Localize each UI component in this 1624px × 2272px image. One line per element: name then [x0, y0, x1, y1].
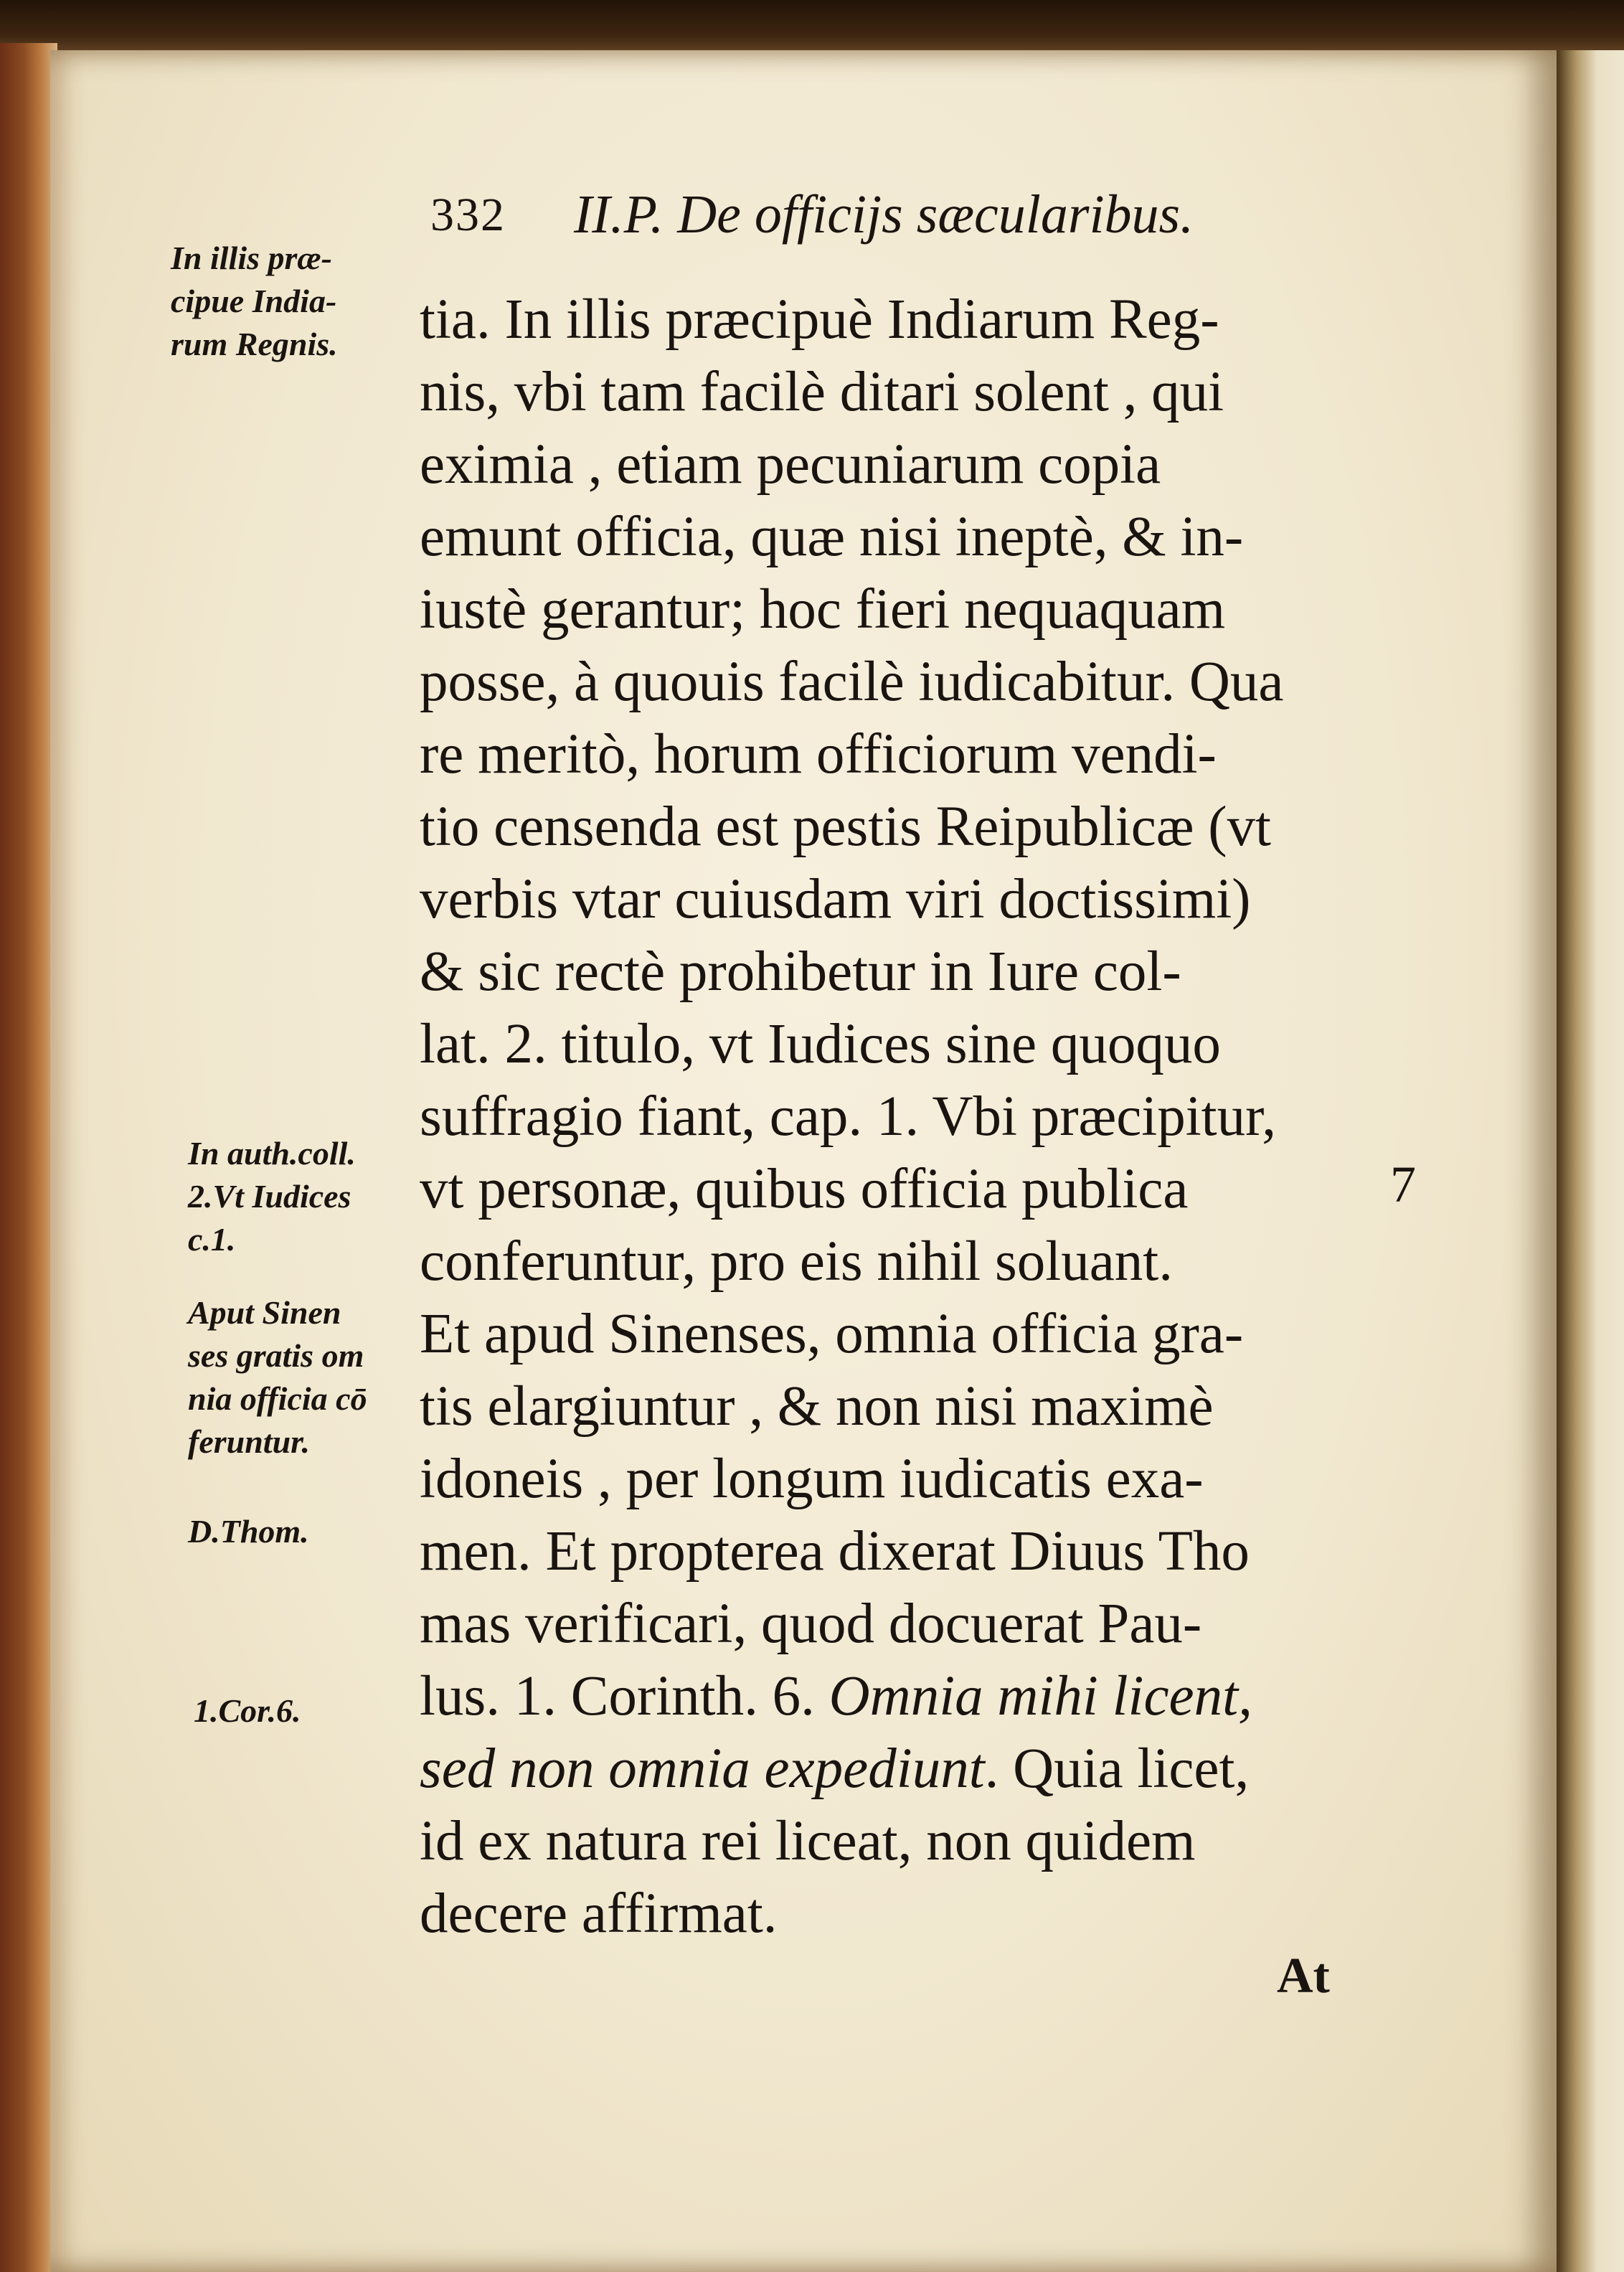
page-number: 332	[430, 189, 506, 241]
note-line: cipue India-	[171, 283, 337, 319]
marginal-note-indies	[171, 237, 338, 366]
text-line: men. Et propterea dixerat Diuus Tho	[420, 1520, 1250, 1583]
text-line: & sic rectè prohibetur in Iure col-	[420, 941, 1181, 1003]
text-line: conferuntur, pro eis nihil soluant.	[420, 1230, 1173, 1293]
note-line: nia officia cō	[188, 1380, 367, 1417]
note-line: ses gratis om	[188, 1337, 364, 1374]
text-segment: lus. 1. Corinth. 6.	[420, 1665, 815, 1727]
text-line: Et apud Sinenses, omnia officia gra-	[420, 1303, 1244, 1365]
marginal-note-sinenses	[188, 1291, 367, 1463]
signature-mark: 7	[1390, 1156, 1416, 1213]
body-text	[420, 283, 1352, 1950]
text-line: re meritò, horum officiorum vendi-	[420, 723, 1217, 786]
text-line: lat. 2. titulo, vt Iudices sine quoquo	[420, 1013, 1221, 1075]
marginal-note-corinthians	[194, 1689, 301, 1733]
text-line: suffragio fiant, cap. 1. Vbi præcipitur,	[420, 1085, 1277, 1148]
text-line: tis elargiuntur , & non nisi maximè	[420, 1375, 1214, 1438]
marginal-note-thomas	[188, 1510, 309, 1553]
text-line: id ex natura rei liceat, non quidem	[420, 1810, 1196, 1872]
note-line: 2.Vt Iudices	[188, 1178, 351, 1215]
text-line: verbis vtar cuiusdam viri doctissimi)	[420, 868, 1251, 930]
text-line: decere affirmat.	[420, 1882, 778, 1945]
text-line: posse, à quouis facilè iudicabitur. Qua	[420, 651, 1284, 713]
note-line: D.Thom.	[188, 1513, 309, 1550]
text-line: idoneis , per longum iudicatis exa-	[420, 1448, 1204, 1510]
note-line: c.1.	[188, 1221, 236, 1258]
note-line: 1.Cor.6.	[194, 1692, 301, 1729]
marginal-note-authentica	[188, 1132, 356, 1261]
text-line: emunt officia, quæ nisi ineptè, & in-	[420, 506, 1244, 568]
text-line: nis, vbi tam facilè ditari solent , qui	[420, 361, 1224, 423]
note-line: In auth.coll.	[188, 1135, 356, 1172]
text-line: vt personæ, quibus officia publica	[420, 1158, 1189, 1220]
note-line: In illis præ-	[171, 240, 332, 276]
note-line: Aput Sinen	[188, 1294, 341, 1331]
italic-quote: Omnia mihi licent,	[828, 1665, 1252, 1727]
running-head: II.P. De officijs sæcularibus.	[574, 184, 1194, 245]
text-line: iustè gerantur; hoc fieri nequaquam	[420, 578, 1226, 641]
note-line: feruntur.	[188, 1423, 311, 1460]
text-line	[420, 1733, 1352, 1805]
text-line	[420, 1660, 1352, 1733]
text-line: mas verificari, quod docuerat Pau-	[420, 1593, 1202, 1655]
text-line: tia. In illis præcipuè Indiarum Reg-	[420, 288, 1219, 351]
text-line: eximia , etiam pecuniarum copia	[420, 433, 1161, 496]
catchword: At	[1277, 1948, 1330, 2004]
book-left-edge	[0, 43, 57, 2272]
text-line: tio censenda est pestis Reipublicæ (vt	[420, 796, 1271, 858]
note-line: rum Regnis.	[171, 326, 338, 362]
italic-quote: sed non omnia expediunt	[420, 1738, 985, 1800]
facing-page-edge	[1557, 50, 1624, 2272]
book-top-edge	[0, 0, 1624, 57]
page-header	[430, 184, 1327, 267]
text-segment: . Quia licet,	[984, 1738, 1250, 1800]
